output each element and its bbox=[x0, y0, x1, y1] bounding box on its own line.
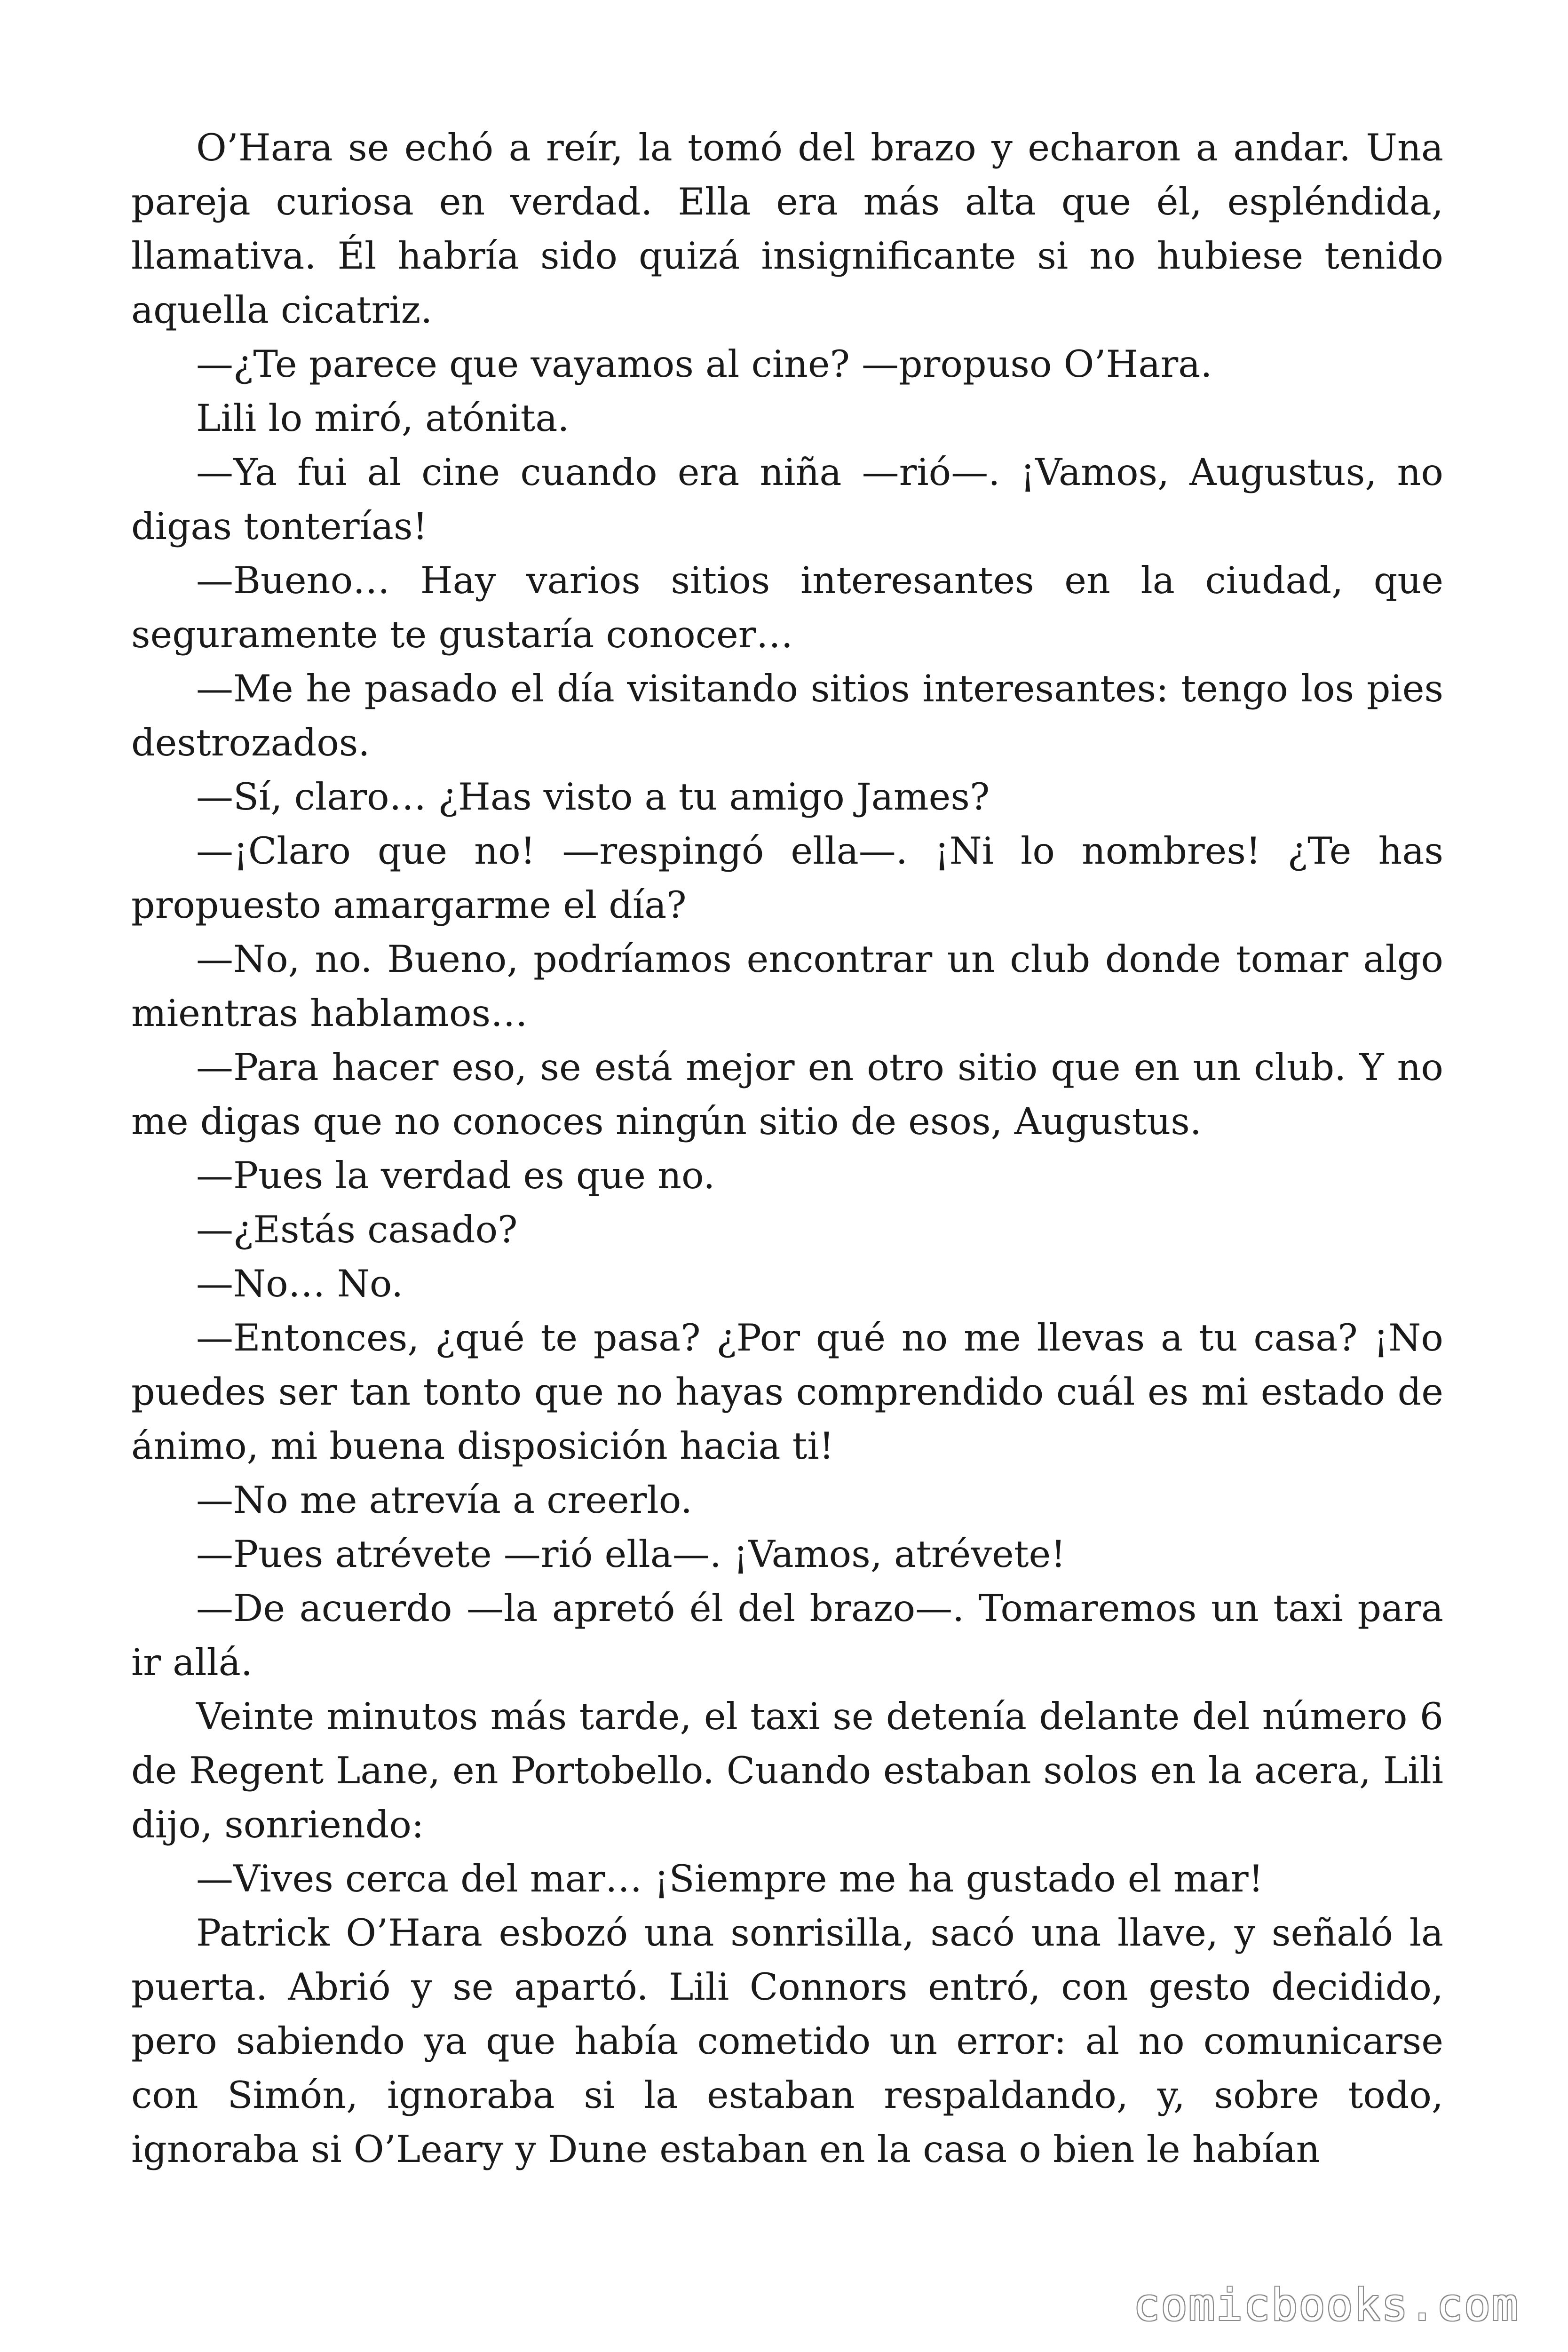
paragraph: —Bueno… Hay varios sitios interesantes en la ciudad, que seguramente te gustaría conocer… bbox=[131, 559, 1443, 656]
paragraph: —No me atrevía a creerlo. bbox=[196, 1478, 693, 1522]
paragraph: —De acuerdo —la apretó él del brazo—. Tomaremos un taxi para ir allá. bbox=[131, 1587, 1443, 1684]
paragraph: —No, no. Bueno, podríamos encontrar un club donde tomar algo mientras hablamos… bbox=[131, 938, 1443, 1035]
paragraph: Veinte minutos más tarde, el taxi se detenía delante del número 6 de Regent Lane, en Portobello. Cuando estaban solos en la acera, Lili dijo, sonriendo: bbox=[131, 1695, 1443, 1846]
paragraph: —Entonces, ¿qué te pasa? ¿Por qué no me llevas a tu casa? ¡No puedes ser tan tonto que no hayas comprendido cuál es mi estado de ánimo, mi buena disposición hacia ti! bbox=[131, 1316, 1443, 1468]
paragraph: —No… No. bbox=[196, 1262, 404, 1305]
paragraph: O’Hara se echó a reír, la tomó del brazo y echaron a andar. Una pareja curiosa en verdad. Ella era más alta que él, espléndida, llamativa. Él habría sido quizá insignificante si no hubiese tenido aquella cicatriz. bbox=[131, 126, 1443, 332]
paragraph: Patrick O’Hara esbozó una sonrisilla, sacó una llave, y señaló la puerta. Abrió y se apartó. Lili Connors entró, con gesto decidido, pero sabiendo ya que había cometido un error: al no comunicarse con Simón, ignoraba si la estaban respaldando, y, sobre todo, ignoraba si O’Leary y Dune estaban en la casa o bien le habían bbox=[131, 1911, 1443, 2171]
watermark-logo: comicbooks.com bbox=[1133, 2279, 1519, 2331]
book-page-text bbox=[131, 121, 1443, 2177]
paragraph: —Ya fui al cine cuando era niña —rió—. ¡Vamos, Augustus, no digas tonterías! bbox=[131, 451, 1443, 548]
paragraph: Lili lo miró, atónita. bbox=[196, 397, 570, 440]
paragraph: —¿Te parece que vayamos al cine? —propuso O’Hara. bbox=[196, 342, 1212, 386]
paragraph: —Pues la verdad es que no. bbox=[196, 1154, 715, 1197]
paragraph: —Pues atrévete —rió ella—. ¡Vamos, atrévete! bbox=[196, 1533, 1066, 1576]
paragraph: —Sí, claro… ¿Has visto a tu amigo James? bbox=[196, 775, 990, 818]
paragraph: —Vives cerca del mar… ¡Siempre me ha gustado el mar! bbox=[196, 1857, 1264, 1900]
paragraph: —Me he pasado el día visitando sitios interesantes: tengo los pies destrozados. bbox=[131, 667, 1443, 764]
paragraph: —Para hacer eso, se está mejor en otro sitio que en un club. Y no me digas que no conoces ningún sitio de esos, Augustus. bbox=[131, 1046, 1443, 1143]
paragraph: —¡Claro que no! —respingó ella—. ¡Ni lo nombres! ¿Te has propuesto amargarme el día? bbox=[131, 829, 1443, 927]
paragraph: —¿Estás casado? bbox=[196, 1208, 518, 1251]
